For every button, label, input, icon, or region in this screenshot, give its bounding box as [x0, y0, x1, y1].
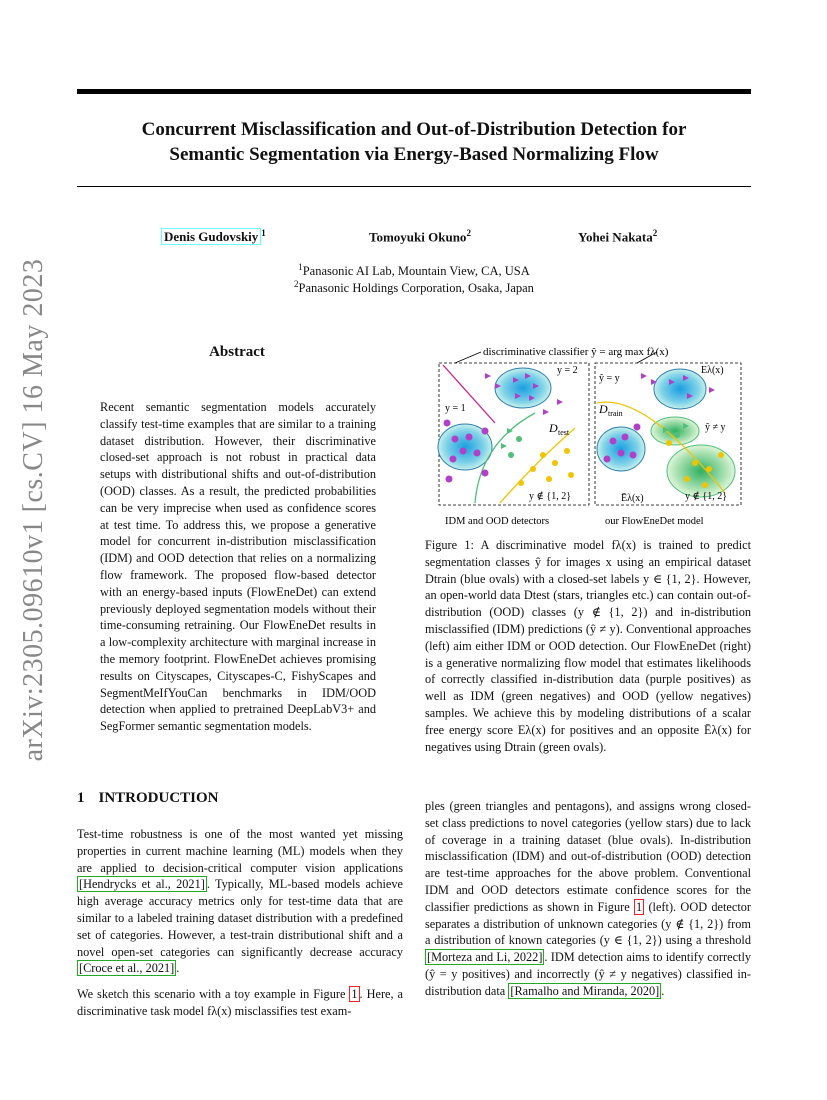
figure-ref[interactable]: 1: [635, 899, 643, 914]
affiliation-2: $^2$Panasonic Holdings Corporation, Osaka, Japan: [294, 279, 534, 296]
section-heading-intro: 1 INTRODUCTION: [77, 790, 219, 806]
cite-hendrycks[interactable]: [Hendrycks et al., 2021]: [79, 877, 205, 892]
fig-left-dtest-sub: test: [558, 428, 570, 437]
fig-left-y1: y = 1: [445, 403, 466, 414]
fig-decision-boundary: [443, 365, 495, 423]
figure-1-caption: Figure 1: A discriminative model fλ(x) is trained to predict segmentation classes ŷ for images x using an empirical dataset Dtrain (blue ovals) with a closed-set labels y ∈ {1, 2}. However, an open-world data Dtest (stars, triangles etc.) can contain out-of-distribution (OOD) classes (y ∉ {1, 2}) and in-distribution misclassified (IDM) predictions (ŷ ≠ y). Conventional approaches (left) aim either IDM or OOD detection. Our FlowEneDet (right) is a generative normalizing flow model that estimates likelihoods of correctly classified in-distribution data (purple positives) as well as IDM (green negatives) and OOD (yellow negatives) samples. We achieve this by modeling distributions of a scalar free energy score Eλ(x) for positives and an opposite Ēλ(x) for negatives using Dtrain (green ovals).: [425, 538, 751, 754]
fig-left-caption: IDM and OOD detectors: [445, 516, 550, 527]
figure-ref[interactable]: 1: [351, 987, 358, 1001]
top-rule: [77, 89, 751, 94]
intro-paragraph-1: Test-time robustness is one of the most wanted yet missing properties in current machine learning (ML) models when they are applied to decision-critical computer vision applications [Hendrycks et al., 2021] . Typically, ML-based models achieve high average accuracy metrics only for test-time data that are similar to a labeled training dataset distribution with a predefined set of categories. However, a test-train distributional shift and a novel open-set categories can significantly decrease accuracy [Croce et al., 2021] .: [77, 827, 403, 976]
fig-left-y2: y = 2: [557, 365, 578, 376]
fig-left-panel: [438, 363, 589, 527]
fig-right-panel: [595, 363, 741, 527]
fig-right-dtrain: D: [599, 402, 608, 416]
affiliation-1: $^1$Panasonic AI Lab, Mountain View, CA, USA: [298, 262, 530, 279]
fig-left-dtest: D: [549, 421, 558, 435]
author-link: Denis Gudovskiy: [161, 228, 261, 245]
arxiv-id: arXiv:2305.09610v1 [cs.CV] 16 May 2023: [18, 258, 49, 762]
fig-right-caption: our FlowEneDet model: [605, 516, 704, 527]
cite-croce[interactable]: [Croce et al., 2021]: [79, 961, 175, 976]
fig-right-dtrain-sub: train: [608, 409, 623, 418]
fig-right-energy: Eλ(x): [701, 365, 724, 376]
author-2: Tomoyuki Okuno$^2$: [369, 228, 471, 245]
title-rule: [77, 186, 751, 187]
author-1[interactable]: Denis Gudovskiy $^1$: [161, 228, 266, 245]
cite-ramalho[interactable]: [Ramalho and Miranda, 2020]: [510, 983, 660, 998]
arxiv-sidebar: [4, 258, 64, 762]
title-line-1: Concurrent Misclassification and Out-of-Distribution Detection for: [141, 119, 687, 140]
fig-right-yhat-eq: ŷ = y: [599, 373, 620, 384]
intro-right-column: ples (green triangles and pentagons), and assigns wrong closed-set class predictions to novel categories (yellow stars) due to lack of coverage in a training dataset (blue ovals). In-distribution misclassification (IDM) and out-of-distribution (OOD) detection are test-time approaches for the above problem. Conventional IDM and OOD detectors estimate confidence scores for the classifier predictions as shown in Figure 1 (left). OOD detector separates a distribution of unknown categories (y ∉ {1, 2}) from a distribution of known categories (y ∈ {1, 2}) using a threshold [Morteza and Li, 2022] . IDM detection aims to identify correctly (ŷ = y positives) and incorrectly (ŷ ≠ y negatives) classified in-distribution data [Ramalho and Miranda, 2020] .: [425, 799, 752, 998]
author-3: Yohei Nakata$^2$: [578, 228, 658, 245]
paper-title: [77, 117, 751, 167]
figure-1-diagram: [425, 343, 751, 533]
intro-paragraph-2: We sketch this scenario with a toy example in Figure 1 . Here, a discriminative task model fλ(x) misclassifies test exam-: [77, 987, 404, 1018]
abstract-text: Recent semantic segmentation models accurately classify test-time examples that are similar to a training dataset distribution. However, their discriminative closed-set approach is not robust in practical data setups with distributional shifts and out-of-distribution (OOD) classes. As a result, the predicted probabilities can be very imprecise when used as confidence scores at test time. To address this, we propose a generative model for concurrent in-distribution misclassification (IDM) and OOD detection that relies on a normalizing flow framework. The proposed flow-based detector with an energy-based inputs (FlowEneDet) can extend previously deployed segmentation models without their time-consuming retraining. Our FlowEneDet results in a low-complexity architecture with marginal increase in the memory footprint. FlowEneDet achieves promising results on Cityscapes, Cityscapes-C, FishyScapes and SegmentMeIfYouCan benchmarks in IDM/OOD detection when applied to pretrained DeepLabV3+ and SegFormer semantic segmentation models.: [100, 400, 376, 734]
fig-oval-class2: [495, 368, 551, 408]
figure-1: [425, 343, 751, 533]
fig-left-ood: y ∉ {1, 2}: [529, 491, 572, 502]
fig-right-ood: y ∉ {1, 2}: [685, 491, 728, 502]
cite-morteza[interactable]: [Morteza and Li, 2022]: [427, 950, 543, 965]
fig-top-label: discriminative classifier ŷ = arg max fλ(x): [483, 346, 669, 358]
fig-right-energy-bar: Ēλ(x): [621, 493, 644, 504]
title-line-2: Semantic Segmentation via Energy-Based Normalizing Flow: [169, 144, 659, 165]
fig-right-yhat-neq: ŷ ≠ y: [705, 422, 726, 433]
abstract-heading: Abstract: [209, 344, 265, 360]
